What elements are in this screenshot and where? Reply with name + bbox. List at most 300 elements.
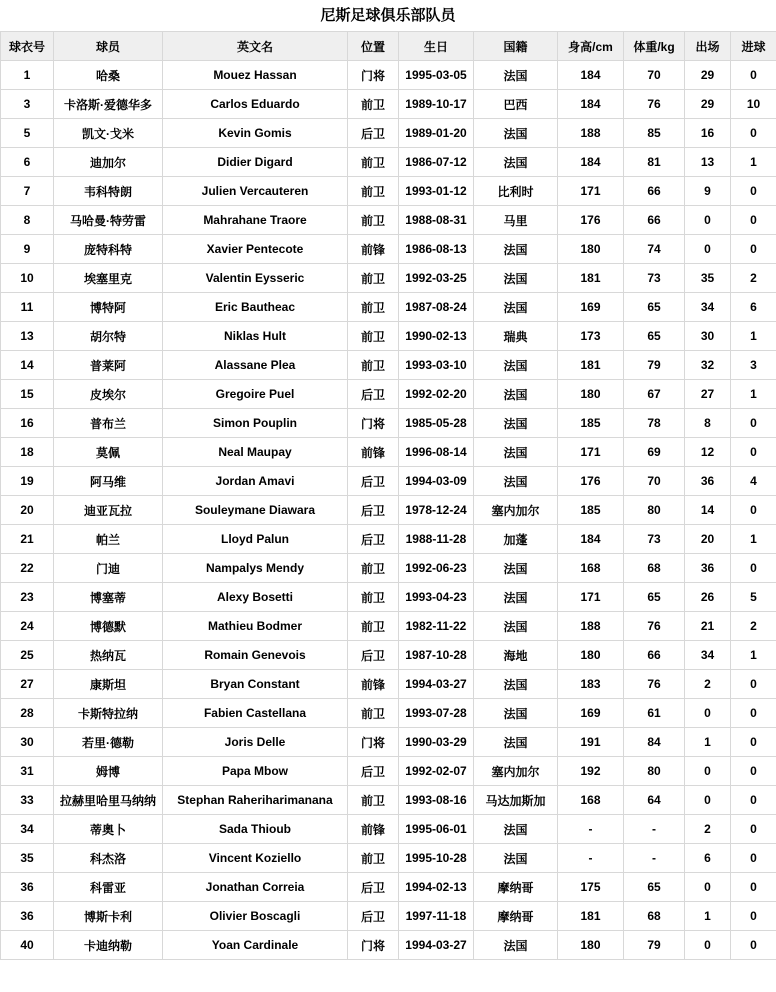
table-cell: 29 (685, 90, 731, 119)
table-cell: 1986-07-12 (399, 148, 474, 177)
table-cell: 马里 (474, 206, 558, 235)
table-cell: 36 (1, 873, 54, 902)
table-cell: 1994-02-13 (399, 873, 474, 902)
table-cell: 3 (1, 90, 54, 119)
table-cell: 0 (685, 786, 731, 815)
table-cell: 卡洛斯·爱德华多 (54, 90, 163, 119)
table-cell: 法国 (474, 670, 558, 699)
table-cell: 0 (731, 902, 776, 931)
table-cell: 40 (1, 931, 54, 960)
table-row (1, 438, 776, 467)
table-cell: 1996-08-14 (399, 438, 474, 467)
table-cell: 1995-10-28 (399, 844, 474, 873)
table-cell: Gregoire Puel (163, 380, 348, 409)
table-cell: 65 (624, 583, 685, 612)
table-cell: 马哈曼·特劳雷 (54, 206, 163, 235)
table-cell: 法国 (474, 844, 558, 873)
table-cell: 0 (685, 699, 731, 728)
table-cell: 法国 (474, 438, 558, 467)
table-cell: 185 (558, 496, 624, 525)
table-cell: 1993-03-10 (399, 351, 474, 380)
table-row (1, 757, 776, 786)
table-cell: 10 (1, 264, 54, 293)
table-cell: Kevin Gomis (163, 119, 348, 148)
table-cell: 73 (624, 264, 685, 293)
table-cell: 16 (685, 119, 731, 148)
table-cell: Mathieu Bodmer (163, 612, 348, 641)
table-row (1, 902, 776, 931)
table-cell: 法国 (474, 351, 558, 380)
table-cell: 171 (558, 583, 624, 612)
column-header: 出场 (685, 32, 731, 61)
table-cell: 法国 (474, 699, 558, 728)
table-cell: 2 (731, 612, 776, 641)
table-cell: 法国 (474, 293, 558, 322)
table-cell: Julien Vercauteren (163, 177, 348, 206)
table-cell: 1993-08-16 (399, 786, 474, 815)
table-cell: Alexy Bosetti (163, 583, 348, 612)
table-cell: 1987-08-24 (399, 293, 474, 322)
table-cell: 前卫 (348, 844, 399, 873)
table-cell: 13 (1, 322, 54, 351)
table-cell: 36 (685, 467, 731, 496)
table-cell: 183 (558, 670, 624, 699)
table-cell: 1 (731, 641, 776, 670)
table-cell: 门将 (348, 409, 399, 438)
table-cell: 2 (685, 670, 731, 699)
table-cell: 2 (685, 815, 731, 844)
table-cell: 1992-03-25 (399, 264, 474, 293)
table-cell: 68 (624, 554, 685, 583)
table-cell: 拉赫里哈里马纳纳 (54, 786, 163, 815)
table-body (1, 61, 776, 960)
table-cell: 门将 (348, 931, 399, 960)
table-cell: 27 (1, 670, 54, 699)
table-cell: 69 (624, 438, 685, 467)
table-cell: 前卫 (348, 177, 399, 206)
table-cell: 14 (685, 496, 731, 525)
table-cell: Lloyd Palun (163, 525, 348, 554)
table-cell: 81 (624, 148, 685, 177)
table-cell: 16 (1, 409, 54, 438)
table-cell: 76 (624, 612, 685, 641)
table-cell: 法国 (474, 815, 558, 844)
table-row (1, 554, 776, 583)
table-cell: 1978-12-24 (399, 496, 474, 525)
table-cell: 前锋 (348, 815, 399, 844)
table-cell: Niklas Hult (163, 322, 348, 351)
table-cell: 科雷亚 (54, 873, 163, 902)
table-cell: 30 (685, 322, 731, 351)
table-cell: 8 (685, 409, 731, 438)
table-cell: 192 (558, 757, 624, 786)
table-cell: 74 (624, 235, 685, 264)
table-cell: 1994-03-27 (399, 670, 474, 699)
table-cell: Mouez Hassan (163, 61, 348, 90)
table-cell: 169 (558, 699, 624, 728)
table-cell: 1992-06-23 (399, 554, 474, 583)
table-cell: 1988-08-31 (399, 206, 474, 235)
table-cell: 康斯坦 (54, 670, 163, 699)
table-cell: 8 (1, 206, 54, 235)
table-cell: 184 (558, 61, 624, 90)
table-cell: 70 (624, 61, 685, 90)
table-cell: 前卫 (348, 351, 399, 380)
table-row (1, 235, 776, 264)
table-cell: 0 (731, 496, 776, 525)
table-cell: 0 (731, 757, 776, 786)
table-cell: 法国 (474, 728, 558, 757)
table-cell: 1995-06-01 (399, 815, 474, 844)
table-cell: 姆博 (54, 757, 163, 786)
table-cell: 36 (1, 902, 54, 931)
table-cell: 迪加尔 (54, 148, 163, 177)
table-cell: 法国 (474, 467, 558, 496)
table-cell: Alassane Plea (163, 351, 348, 380)
table-row (1, 351, 776, 380)
table-cell: 1993-01-12 (399, 177, 474, 206)
table-cell: 1992-02-07 (399, 757, 474, 786)
table-cell: 1994-03-27 (399, 931, 474, 960)
table-row (1, 699, 776, 728)
table-cell: 181 (558, 902, 624, 931)
table-cell: 13 (685, 148, 731, 177)
table-cell: 0 (731, 177, 776, 206)
table-cell: 后卫 (348, 902, 399, 931)
column-header: 球衣号 (1, 32, 54, 61)
table-cell: 21 (685, 612, 731, 641)
table-cell: 门将 (348, 61, 399, 90)
table-row (1, 931, 776, 960)
table-cell: 66 (624, 206, 685, 235)
column-header: 生日 (399, 32, 474, 61)
table-cell: 前卫 (348, 264, 399, 293)
table-cell: 法国 (474, 612, 558, 641)
table-cell: 5 (1, 119, 54, 148)
table-cell: 184 (558, 90, 624, 119)
table-cell: 168 (558, 786, 624, 815)
table-row (1, 728, 776, 757)
table-cell: 76 (624, 90, 685, 119)
table-cell: 阿马维 (54, 467, 163, 496)
table-cell: 181 (558, 351, 624, 380)
table-cell: 前卫 (348, 699, 399, 728)
header-row (1, 32, 776, 61)
table-row (1, 786, 776, 815)
table-cell: 0 (685, 757, 731, 786)
table-cell: - (624, 844, 685, 873)
table-cell: Didier Digard (163, 148, 348, 177)
table-cell: 191 (558, 728, 624, 757)
column-header: 球员 (54, 32, 163, 61)
table-cell: 胡尔特 (54, 322, 163, 351)
table-cell: 0 (731, 728, 776, 757)
table-cell: 73 (624, 525, 685, 554)
table-cell: 1 (1, 61, 54, 90)
table-cell: 前卫 (348, 148, 399, 177)
table-cell: 前锋 (348, 670, 399, 699)
table-cell: 博塞蒂 (54, 583, 163, 612)
table-cell: 175 (558, 873, 624, 902)
table-cell: 34 (685, 641, 731, 670)
table-cell: 前卫 (348, 612, 399, 641)
table-cell: 韦科特朗 (54, 177, 163, 206)
table-cell: 前锋 (348, 235, 399, 264)
table-row (1, 873, 776, 902)
table-cell: 66 (624, 641, 685, 670)
table-cell: 10 (731, 90, 776, 119)
table-cell: 博德默 (54, 612, 163, 641)
table-cell: 29 (685, 61, 731, 90)
table-cell: Yoan Cardinale (163, 931, 348, 960)
table-cell: 12 (685, 438, 731, 467)
table-cell: 188 (558, 612, 624, 641)
table-cell: 169 (558, 293, 624, 322)
table-cell: 比利时 (474, 177, 558, 206)
table-cell: Carlos Eduardo (163, 90, 348, 119)
table-cell: 188 (558, 119, 624, 148)
table-cell: 68 (624, 902, 685, 931)
table-cell: 2 (731, 264, 776, 293)
table-cell: 176 (558, 467, 624, 496)
table-cell: 若里·德勒 (54, 728, 163, 757)
roster-table (0, 31, 776, 960)
table-cell: 莫佩 (54, 438, 163, 467)
table-row (1, 322, 776, 351)
table-cell: 70 (624, 467, 685, 496)
table-cell: 0 (731, 119, 776, 148)
table-cell: 34 (685, 293, 731, 322)
table-cell: 后卫 (348, 525, 399, 554)
table-cell: 0 (731, 206, 776, 235)
table-cell: 法国 (474, 583, 558, 612)
table-cell: 65 (624, 873, 685, 902)
table-cell: 184 (558, 525, 624, 554)
table-cell: 80 (624, 757, 685, 786)
table-cell: 171 (558, 438, 624, 467)
table-cell: 6 (1, 148, 54, 177)
table-cell: 5 (731, 583, 776, 612)
table-cell: 21 (1, 525, 54, 554)
table-cell: 26 (685, 583, 731, 612)
table-row (1, 380, 776, 409)
column-header: 位置 (348, 32, 399, 61)
table-cell: 前卫 (348, 293, 399, 322)
table-cell: 0 (685, 235, 731, 264)
table-cell: 78 (624, 409, 685, 438)
table-cell: 6 (731, 293, 776, 322)
table-cell: 普布兰 (54, 409, 163, 438)
table-cell: Jordan Amavi (163, 467, 348, 496)
table-cell: 1992-02-20 (399, 380, 474, 409)
table-row (1, 583, 776, 612)
table-cell: 28 (1, 699, 54, 728)
table-cell: Fabien Castellana (163, 699, 348, 728)
table-cell: 1 (731, 322, 776, 351)
table-row (1, 61, 776, 90)
table-row (1, 148, 776, 177)
table-cell: 15 (1, 380, 54, 409)
table-cell: 61 (624, 699, 685, 728)
table-cell: 科杰洛 (54, 844, 163, 873)
table-cell: 前卫 (348, 583, 399, 612)
table-cell: 0 (731, 699, 776, 728)
table-cell: Joris Delle (163, 728, 348, 757)
table-cell: 0 (731, 931, 776, 960)
table-cell: 1987-10-28 (399, 641, 474, 670)
table-cell: 30 (1, 728, 54, 757)
page-title: 尼斯足球俱乐部队员 (320, 7, 456, 24)
table-cell: 22 (1, 554, 54, 583)
table-header (1, 32, 776, 61)
table-cell: 0 (731, 235, 776, 264)
table-cell: 27 (685, 380, 731, 409)
table-cell: 80 (624, 496, 685, 525)
table-cell: 凯文·戈米 (54, 119, 163, 148)
table-cell: 6 (685, 844, 731, 873)
table-cell: 7 (1, 177, 54, 206)
table-cell: 11 (1, 293, 54, 322)
table-cell: 埃塞里克 (54, 264, 163, 293)
column-header: 身高/cm (558, 32, 624, 61)
table-cell: 79 (624, 931, 685, 960)
table-cell: 180 (558, 931, 624, 960)
table-cell: 3 (731, 351, 776, 380)
table-cell: Papa Mbow (163, 757, 348, 786)
table-cell: 1993-07-28 (399, 699, 474, 728)
table-row (1, 206, 776, 235)
table-cell: 法国 (474, 409, 558, 438)
table-cell: Xavier Pentecote (163, 235, 348, 264)
table-cell: 1997-11-18 (399, 902, 474, 931)
table-row (1, 293, 776, 322)
table-cell: 博特阿 (54, 293, 163, 322)
table-cell: 85 (624, 119, 685, 148)
table-cell: 门迪 (54, 554, 163, 583)
table-cell: 65 (624, 293, 685, 322)
table-cell: 79 (624, 351, 685, 380)
table-cell: 后卫 (348, 119, 399, 148)
table-cell: 171 (558, 177, 624, 206)
table-cell: 9 (685, 177, 731, 206)
table-cell: 33 (1, 786, 54, 815)
table-cell: 0 (731, 873, 776, 902)
table-cell: 25 (1, 641, 54, 670)
table-cell: 1982-11-22 (399, 612, 474, 641)
table-row (1, 119, 776, 148)
table-cell: 180 (558, 641, 624, 670)
table-row (1, 844, 776, 873)
table-cell: 前卫 (348, 90, 399, 119)
table-row (1, 815, 776, 844)
column-header: 进球 (731, 32, 776, 61)
table-row (1, 264, 776, 293)
table-cell: 法国 (474, 380, 558, 409)
table-cell: 后卫 (348, 641, 399, 670)
table-cell: 1 (731, 525, 776, 554)
table-cell: 35 (685, 264, 731, 293)
table-cell: Sada Thioub (163, 815, 348, 844)
table-cell: Stephan Raheriharimanana (163, 786, 348, 815)
table-cell: 0 (731, 786, 776, 815)
table-cell: Nampalys Mendy (163, 554, 348, 583)
table-cell: 后卫 (348, 380, 399, 409)
table-cell: 1990-02-13 (399, 322, 474, 351)
table-cell: 塞内加尔 (474, 757, 558, 786)
table-cell: 0 (685, 206, 731, 235)
table-cell: 181 (558, 264, 624, 293)
table-cell: 摩纳哥 (474, 873, 558, 902)
table-cell: 23 (1, 583, 54, 612)
table-cell: 1995-03-05 (399, 61, 474, 90)
table-cell: 摩纳哥 (474, 902, 558, 931)
table-cell: 19 (1, 467, 54, 496)
column-header: 体重/kg (624, 32, 685, 61)
table-cell: 184 (558, 148, 624, 177)
table-cell: 9 (1, 235, 54, 264)
table-row (1, 177, 776, 206)
table-cell: 热纳瓦 (54, 641, 163, 670)
table-cell: Vincent Koziello (163, 844, 348, 873)
table-cell: 0 (685, 931, 731, 960)
table-cell: 法国 (474, 264, 558, 293)
table-cell: 0 (685, 873, 731, 902)
table-cell: 庞特科特 (54, 235, 163, 264)
table-cell: 1 (731, 380, 776, 409)
table-cell: Simon Pouplin (163, 409, 348, 438)
table-cell: Bryan Constant (163, 670, 348, 699)
table-cell: 前卫 (348, 786, 399, 815)
table-cell: 法国 (474, 554, 558, 583)
table-cell: - (558, 815, 624, 844)
table-cell: 蒂奥卜 (54, 815, 163, 844)
table-cell: 180 (558, 380, 624, 409)
table-cell: 185 (558, 409, 624, 438)
table-cell: 1 (731, 148, 776, 177)
table-cell: 65 (624, 322, 685, 351)
table-cell: 0 (731, 438, 776, 467)
table-cell: 1994-03-09 (399, 467, 474, 496)
table-cell: 卡斯特拉纳 (54, 699, 163, 728)
table-cell: 卡迪纳勒 (54, 931, 163, 960)
table-cell: 34 (1, 815, 54, 844)
table-cell: 0 (731, 844, 776, 873)
table-cell: 1985-05-28 (399, 409, 474, 438)
table-cell: 66 (624, 177, 685, 206)
table-cell: 67 (624, 380, 685, 409)
table-row (1, 90, 776, 119)
table-cell: 前卫 (348, 206, 399, 235)
table-cell: Jonathan Correia (163, 873, 348, 902)
table-cell: 法国 (474, 148, 558, 177)
table-row (1, 525, 776, 554)
table-cell: Eric Bautheac (163, 293, 348, 322)
table-cell: 1 (685, 728, 731, 757)
table-cell: Valentin Eysseric (163, 264, 348, 293)
table-cell: 后卫 (348, 496, 399, 525)
table-cell: 0 (731, 815, 776, 844)
table-cell: 1990-03-29 (399, 728, 474, 757)
table-cell: 0 (731, 61, 776, 90)
table-cell: 前卫 (348, 554, 399, 583)
table-cell: 门将 (348, 728, 399, 757)
table-cell: 海地 (474, 641, 558, 670)
table-cell: 瑞典 (474, 322, 558, 351)
table-row (1, 409, 776, 438)
table-row (1, 496, 776, 525)
table-cell: 皮埃尔 (54, 380, 163, 409)
table-row (1, 467, 776, 496)
